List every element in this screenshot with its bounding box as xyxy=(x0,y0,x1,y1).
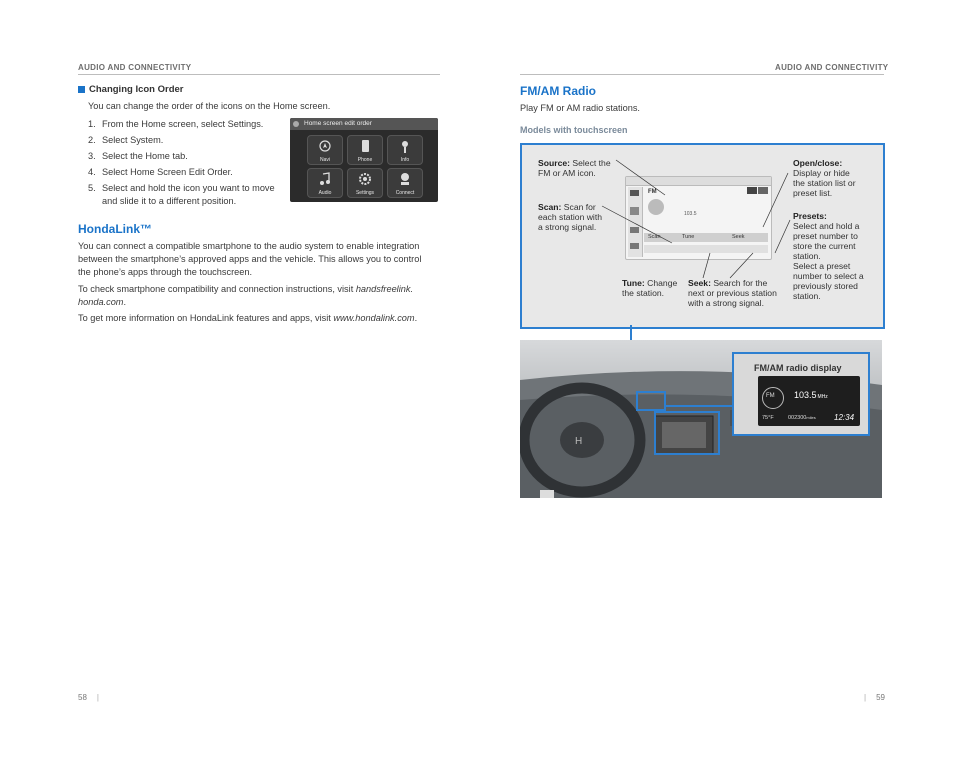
hondalink-paragraph-3: To get more information on HondaLink features and apps, visit www.hondalink.com. xyxy=(78,313,418,323)
band-label: FM xyxy=(648,189,657,195)
changing-icon-heading: Changing Icon Order xyxy=(78,84,183,95)
mid-display-screen xyxy=(758,376,860,426)
display-highlight-box xyxy=(636,391,666,411)
frequency-readout: 103.5 xyxy=(684,211,697,217)
steps-list xyxy=(88,116,288,208)
audio-tile xyxy=(307,168,343,198)
page-number-left: 58 | xyxy=(78,693,99,702)
display-connector-line xyxy=(664,405,734,407)
tile-label: Info xyxy=(400,157,410,163)
page-number-right: | 59 xyxy=(864,693,885,702)
handsfreelink-link-cont[interactable]: honda.com xyxy=(78,297,124,307)
running-head-right: AUDIO AND CONNECTIVITY xyxy=(775,63,889,72)
header-rule-right xyxy=(520,74,884,75)
navi-tile xyxy=(307,135,343,165)
scan-annotation: Scan: Scan for each station with a strong signal. xyxy=(538,202,603,232)
models-label: Models with touchscreen xyxy=(520,125,628,135)
screen-title: Home screen edit order xyxy=(304,120,372,127)
seek-button[interactable]: Seek xyxy=(732,234,745,240)
info-tile xyxy=(387,135,423,165)
changing-icon-intro: You can change the order of the icons on the Home screen. xyxy=(88,101,331,111)
presets-annotation: Presets: Select and hold a preset number to store the current station. Select a preset number to select a previously stored station. xyxy=(793,211,864,301)
gear-icon xyxy=(348,169,382,189)
step-item: 2. Select System. xyxy=(88,135,164,145)
svg-text:H: H xyxy=(575,436,583,447)
tile-label: Connect xyxy=(395,190,415,196)
hondalink-paragraph-2: To check smartphone compatibility and connection instructions, visit handsfreelink. honda.com. xyxy=(78,284,414,307)
settings-tile xyxy=(347,168,383,198)
open-close-annotation: Open/close: Display or hide the station list or preset list. xyxy=(793,158,856,198)
step-item: 5. Select and hold the icon you want to move and slide it to a different position. xyxy=(88,183,275,206)
step-item: 4. Select Home Screen Edit Order. xyxy=(88,167,233,177)
display-clock: 12:34 xyxy=(834,413,855,422)
music-note-icon xyxy=(308,169,342,189)
connect-tile xyxy=(387,168,423,198)
scan-button[interactable]: Scan xyxy=(648,234,661,240)
header-rule-left xyxy=(78,74,440,75)
home-screen-edit-screenshot xyxy=(290,118,438,202)
display-frequency: 103.5MHz xyxy=(794,390,828,400)
tile-label: Navi xyxy=(319,157,330,163)
navi-icon xyxy=(308,136,342,156)
tile-label: Settings xyxy=(355,190,375,196)
phone-tile xyxy=(347,135,383,165)
display-temperature: 75°F xyxy=(762,415,774,421)
seek-annotation: Seek: Search for the next or previous station with a strong signal. xyxy=(688,278,777,308)
handsfreelink-link[interactable]: handsfreelink. xyxy=(355,284,414,294)
step-item: 3. Select the Home tab. xyxy=(88,151,188,161)
info-icon xyxy=(388,136,422,156)
phone-icon xyxy=(348,136,382,156)
hondalink-paragraph-1: You can connect a compatible smartphone to the audio system to enable integration between the smartphone’s approved apps and the vehicle. This allows you to control the phone’s apps through the touchscreen. xyxy=(78,241,422,277)
fmam-title: FM/AM Radio xyxy=(520,84,596,98)
step-item: 1. From the Home screen, select Settings. xyxy=(88,119,264,129)
fm-label: FM xyxy=(766,393,775,399)
fmam-subtitle: Play FM or AM radio stations. xyxy=(520,103,640,113)
hondalink-heading: HondaLink™ xyxy=(78,222,152,236)
tile-label: Phone xyxy=(357,157,373,163)
hondalink-link[interactable]: www.hondalink.com xyxy=(333,313,415,323)
tune-annotation: Tune: Change the station. xyxy=(622,278,678,298)
square-bullet-icon xyxy=(78,86,85,93)
source-annotation: Source: Select the FM or AM icon. xyxy=(538,158,611,178)
back-icon xyxy=(293,121,299,127)
radio-display-label: FM/AM radio display xyxy=(754,363,842,373)
radio-display-inset xyxy=(732,352,870,436)
tune-button[interactable]: Tune xyxy=(682,234,695,240)
tile-label: Audio xyxy=(318,190,332,196)
connect-icon xyxy=(388,169,422,189)
display-odometer: 002300miles xyxy=(788,415,816,421)
touchscreen-highlight-box xyxy=(654,411,720,455)
running-head-left: AUDIO AND CONNECTIVITY xyxy=(78,63,192,72)
